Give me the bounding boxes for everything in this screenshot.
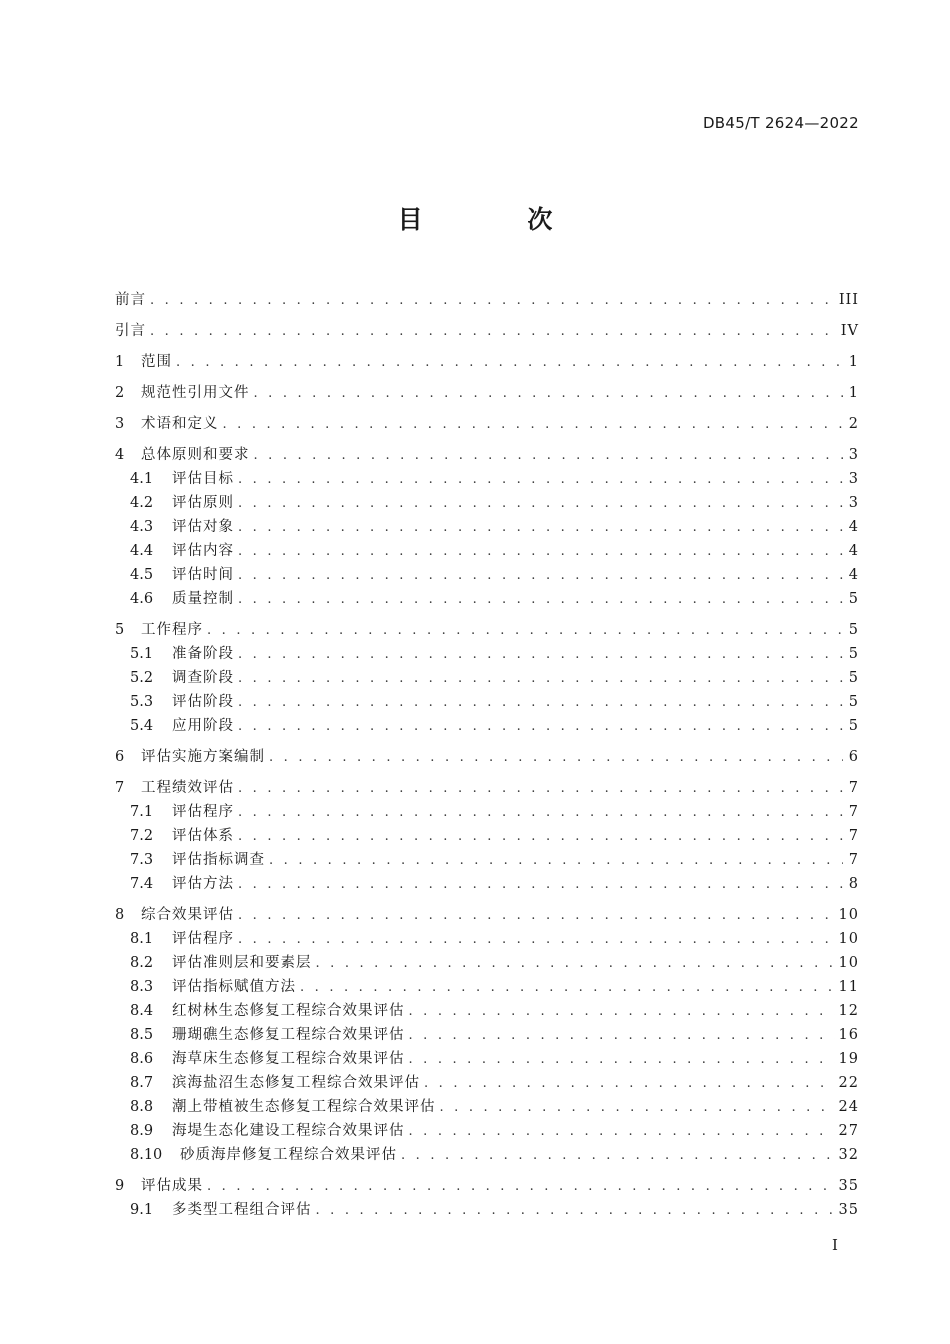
toc-entry-number: 4.1 [130,471,154,487]
toc-entry[interactable] [115,539,859,563]
toc-entry-label: 质量控制 [172,591,234,607]
toc-entry-number: 4.6 [130,591,154,607]
toc-entry-page: 27 [838,1123,859,1139]
toc-entry-label: 准备阶段 [172,646,234,662]
toc-entry[interactable] [115,642,859,666]
toc-entry-page: 10 [838,931,859,947]
toc-entry-number: 8.5 [130,1027,154,1043]
toc-entry-page: 3 [848,471,859,487]
dot-leader [316,1199,835,1223]
toc-entry[interactable] [115,927,859,951]
toc-entry-label: 评估成果 [141,1178,203,1194]
toc-entry[interactable] [115,1023,859,1047]
toc-entry-number: 8.7 [130,1075,154,1091]
dot-leader [238,492,843,516]
document-code: DB45/T 2624—2022 [702,114,859,132]
dot-leader [238,468,843,492]
toc-entry-label: 评估程序 [172,931,234,947]
toc-entry[interactable] [115,903,859,927]
toc-entry-number: 8.1 [130,931,154,947]
toc-entry-number: 1 [115,354,125,370]
toc-entry-number: 4.5 [130,567,154,583]
toc-entry-number: 9 [115,1178,125,1194]
toc-entry-page: 12 [838,1003,859,1019]
toc-entry-page: 19 [838,1051,859,1067]
dot-leader [207,619,843,643]
table-of-contents [115,288,859,1222]
toc-entry-label: 评估体系 [172,828,234,844]
toc-entry-label: 评估原则 [172,495,234,511]
toc-entry-page: 24 [838,1099,859,1115]
toc-entry-label: 评估程序 [172,804,234,820]
toc-entry-number: 8.8 [130,1099,154,1115]
toc-entry[interactable] [115,1174,859,1198]
toc-entry-page: 8 [848,876,859,892]
dot-leader [238,540,843,564]
dot-leader [409,1000,835,1024]
dot-leader [269,746,843,770]
toc-entry-number: 4.3 [130,519,154,535]
toc-entry-label: 红树林生态修复工程综合效果评估 [172,1003,405,1019]
toc-entry-label: 评估对象 [172,519,234,535]
toc-entry[interactable] [115,824,859,848]
toc-entry-label: 海草床生态修复工程综合效果评估 [172,1051,405,1067]
dot-leader [254,382,844,406]
toc-entry-page: 1 [848,385,859,401]
toc-entry-number: 8.9 [130,1123,154,1139]
page-number: I [832,1236,838,1254]
toc-entry[interactable] [115,587,859,611]
toc-entry-page: 22 [838,1075,859,1091]
toc-entry-page: 5 [848,670,859,686]
toc-entry[interactable] [115,1095,859,1119]
toc-entry-label: 引言 [115,323,146,339]
toc-entry[interactable] [115,443,859,467]
toc-title: 目 次 [397,205,601,234]
dot-leader [409,1120,835,1144]
toc-entry[interactable] [115,714,859,738]
toc-entry-page: IV [840,323,859,339]
toc-entry-page: 3 [848,447,859,463]
toc-entry-label: 砂质海岸修复工程综合效果评估 [180,1147,397,1163]
dot-leader [238,715,843,739]
toc-entry-page: 3 [848,495,859,511]
toc-entry-number: 5.1 [130,646,154,662]
toc-entry-page: 4 [848,543,859,559]
toc-entry-label: 工程绩效评估 [141,780,234,796]
toc-entry-label: 评估实施方案编制 [141,749,265,765]
toc-entry-label: 潮上带植被生态修复工程综合效果评估 [172,1099,436,1115]
toc-entry[interactable] [115,467,859,491]
dot-leader [409,1048,835,1072]
dot-leader [150,289,835,313]
toc-entry-label: 评估指标赋值方法 [172,979,296,995]
toc-entry-page: 5 [848,718,859,734]
dot-leader [424,1072,835,1096]
toc-entry-number: 7.4 [130,876,154,892]
toc-entry-number: 4.4 [130,543,154,559]
toc-entry[interactable] [115,1119,859,1143]
toc-entry-label: 评估目标 [172,471,234,487]
toc-entry-number: 8.2 [130,955,154,971]
toc-entry-number: 5.4 [130,718,154,734]
toc-entry-label: 评估指标调查 [172,852,265,868]
toc-entry[interactable] [115,381,859,405]
toc-entry-page: 32 [838,1147,859,1163]
dot-leader [176,351,843,375]
toc-entry-page: 11 [838,979,859,995]
toc-entry[interactable] [115,848,859,872]
toc-entry-label: 珊瑚礁生态修复工程综合效果评估 [172,1027,405,1043]
toc-entry[interactable] [115,319,859,343]
toc-entry-label: 工作程序 [141,622,203,638]
dot-leader [238,564,843,588]
toc-entry-page: III [838,292,859,308]
dot-leader [269,849,843,873]
toc-entry-label: 海堤生态化建设工程综合效果评估 [172,1123,405,1139]
toc-entry-page: 16 [838,1027,859,1043]
toc-entry-page: 2 [848,416,859,432]
toc-entry-label: 前言 [115,292,146,308]
toc-entry-label: 评估方法 [172,876,234,892]
toc-entry-label: 评估时间 [172,567,234,583]
dot-leader [238,588,843,612]
toc-entry-page: 10 [838,955,859,971]
toc-entry-page: 10 [838,907,859,923]
toc-entry-label: 应用阶段 [172,718,234,734]
toc-entry-number: 6 [115,749,125,765]
toc-entry-page: 4 [848,519,859,535]
toc-entry-label: 范围 [141,354,172,370]
toc-entry[interactable] [115,515,859,539]
dot-leader [238,904,835,928]
toc-entry[interactable] [115,800,859,824]
dot-leader [409,1024,835,1048]
toc-entry-page: 4 [848,567,859,583]
dot-leader [238,873,843,897]
dot-leader [254,444,844,468]
toc-entry-number: 7 [115,780,125,796]
toc-entry[interactable] [115,690,859,714]
dot-leader [207,1175,835,1199]
dot-leader [238,667,843,691]
toc-entry[interactable] [115,618,859,642]
dot-leader [223,413,844,437]
toc-entry-label: 调查阶段 [172,670,234,686]
toc-entry-number: 7.1 [130,804,154,820]
toc-entry-page: 7 [848,852,859,868]
toc-entry-label: 总体原则和要求 [141,447,250,463]
toc-entry-label: 评估内容 [172,543,234,559]
toc-entry-number: 8.10 [130,1147,163,1163]
toc-entry-label: 评估准则层和要素层 [172,955,312,971]
dot-leader [238,777,843,801]
toc-entry-number: 4.2 [130,495,154,511]
toc-entry-label: 规范性引用文件 [141,385,250,401]
toc-entry-page: 35 [838,1202,859,1218]
toc-entry[interactable] [115,563,859,587]
toc-entry-number: 3 [115,416,125,432]
toc-entry-number: 8.6 [130,1051,154,1067]
dot-leader [316,952,835,976]
toc-entry[interactable] [115,491,859,515]
toc-entry-page: 5 [848,646,859,662]
dot-leader [238,928,835,952]
toc-entry-label: 综合效果评估 [141,907,234,923]
toc-entry[interactable] [115,350,859,374]
dot-leader [238,691,843,715]
dot-leader [238,825,843,849]
toc-entry[interactable] [115,951,859,975]
toc-entry[interactable] [115,975,859,999]
toc-entry-number: 9.1 [130,1202,154,1218]
toc-entry-page: 7 [848,804,859,820]
toc-entry-page: 1 [848,354,859,370]
toc-entry[interactable] [115,776,859,800]
toc-entry-number: 4 [115,447,125,463]
toc-entry-number: 5.2 [130,670,154,686]
toc-entry-number: 2 [115,385,125,401]
toc-entry[interactable] [115,412,859,436]
dot-leader [401,1144,835,1168]
dot-leader [238,516,843,540]
toc-entry-number: 7.3 [130,852,154,868]
toc-entry-page: 6 [848,749,859,765]
toc-entry-number: 5 [115,622,125,638]
dot-leader [238,643,843,667]
dot-leader [150,320,837,344]
dot-leader [440,1096,835,1120]
toc-entry[interactable] [115,288,859,312]
toc-entry[interactable] [115,999,859,1023]
toc-entry-label: 术语和定义 [141,416,219,432]
toc-entry-page: 7 [848,828,859,844]
toc-entry[interactable] [115,1047,859,1071]
dot-leader [300,976,835,1000]
toc-entry[interactable] [115,1198,859,1222]
toc-entry-label: 评估阶段 [172,694,234,710]
toc-entry-label: 多类型工程组合评估 [172,1202,312,1218]
toc-entry[interactable] [115,1143,859,1167]
toc-entry-page: 5 [848,694,859,710]
toc-entry[interactable] [115,666,859,690]
toc-entry-label: 滨海盐沼生态修复工程综合效果评估 [172,1075,420,1091]
toc-entry-page: 7 [848,780,859,796]
toc-entry-number: 8.3 [130,979,154,995]
toc-entry[interactable] [115,872,859,896]
toc-entry-page: 5 [848,591,859,607]
toc-entry-number: 8 [115,907,125,923]
toc-entry-page: 35 [838,1178,859,1194]
toc-entry-number: 7.2 [130,828,154,844]
toc-entry-number: 5.3 [130,694,154,710]
dot-leader [238,801,843,825]
toc-entry[interactable] [115,745,859,769]
toc-entry[interactable] [115,1071,859,1095]
toc-entry-number: 8.4 [130,1003,154,1019]
toc-entry-page: 5 [848,622,859,638]
